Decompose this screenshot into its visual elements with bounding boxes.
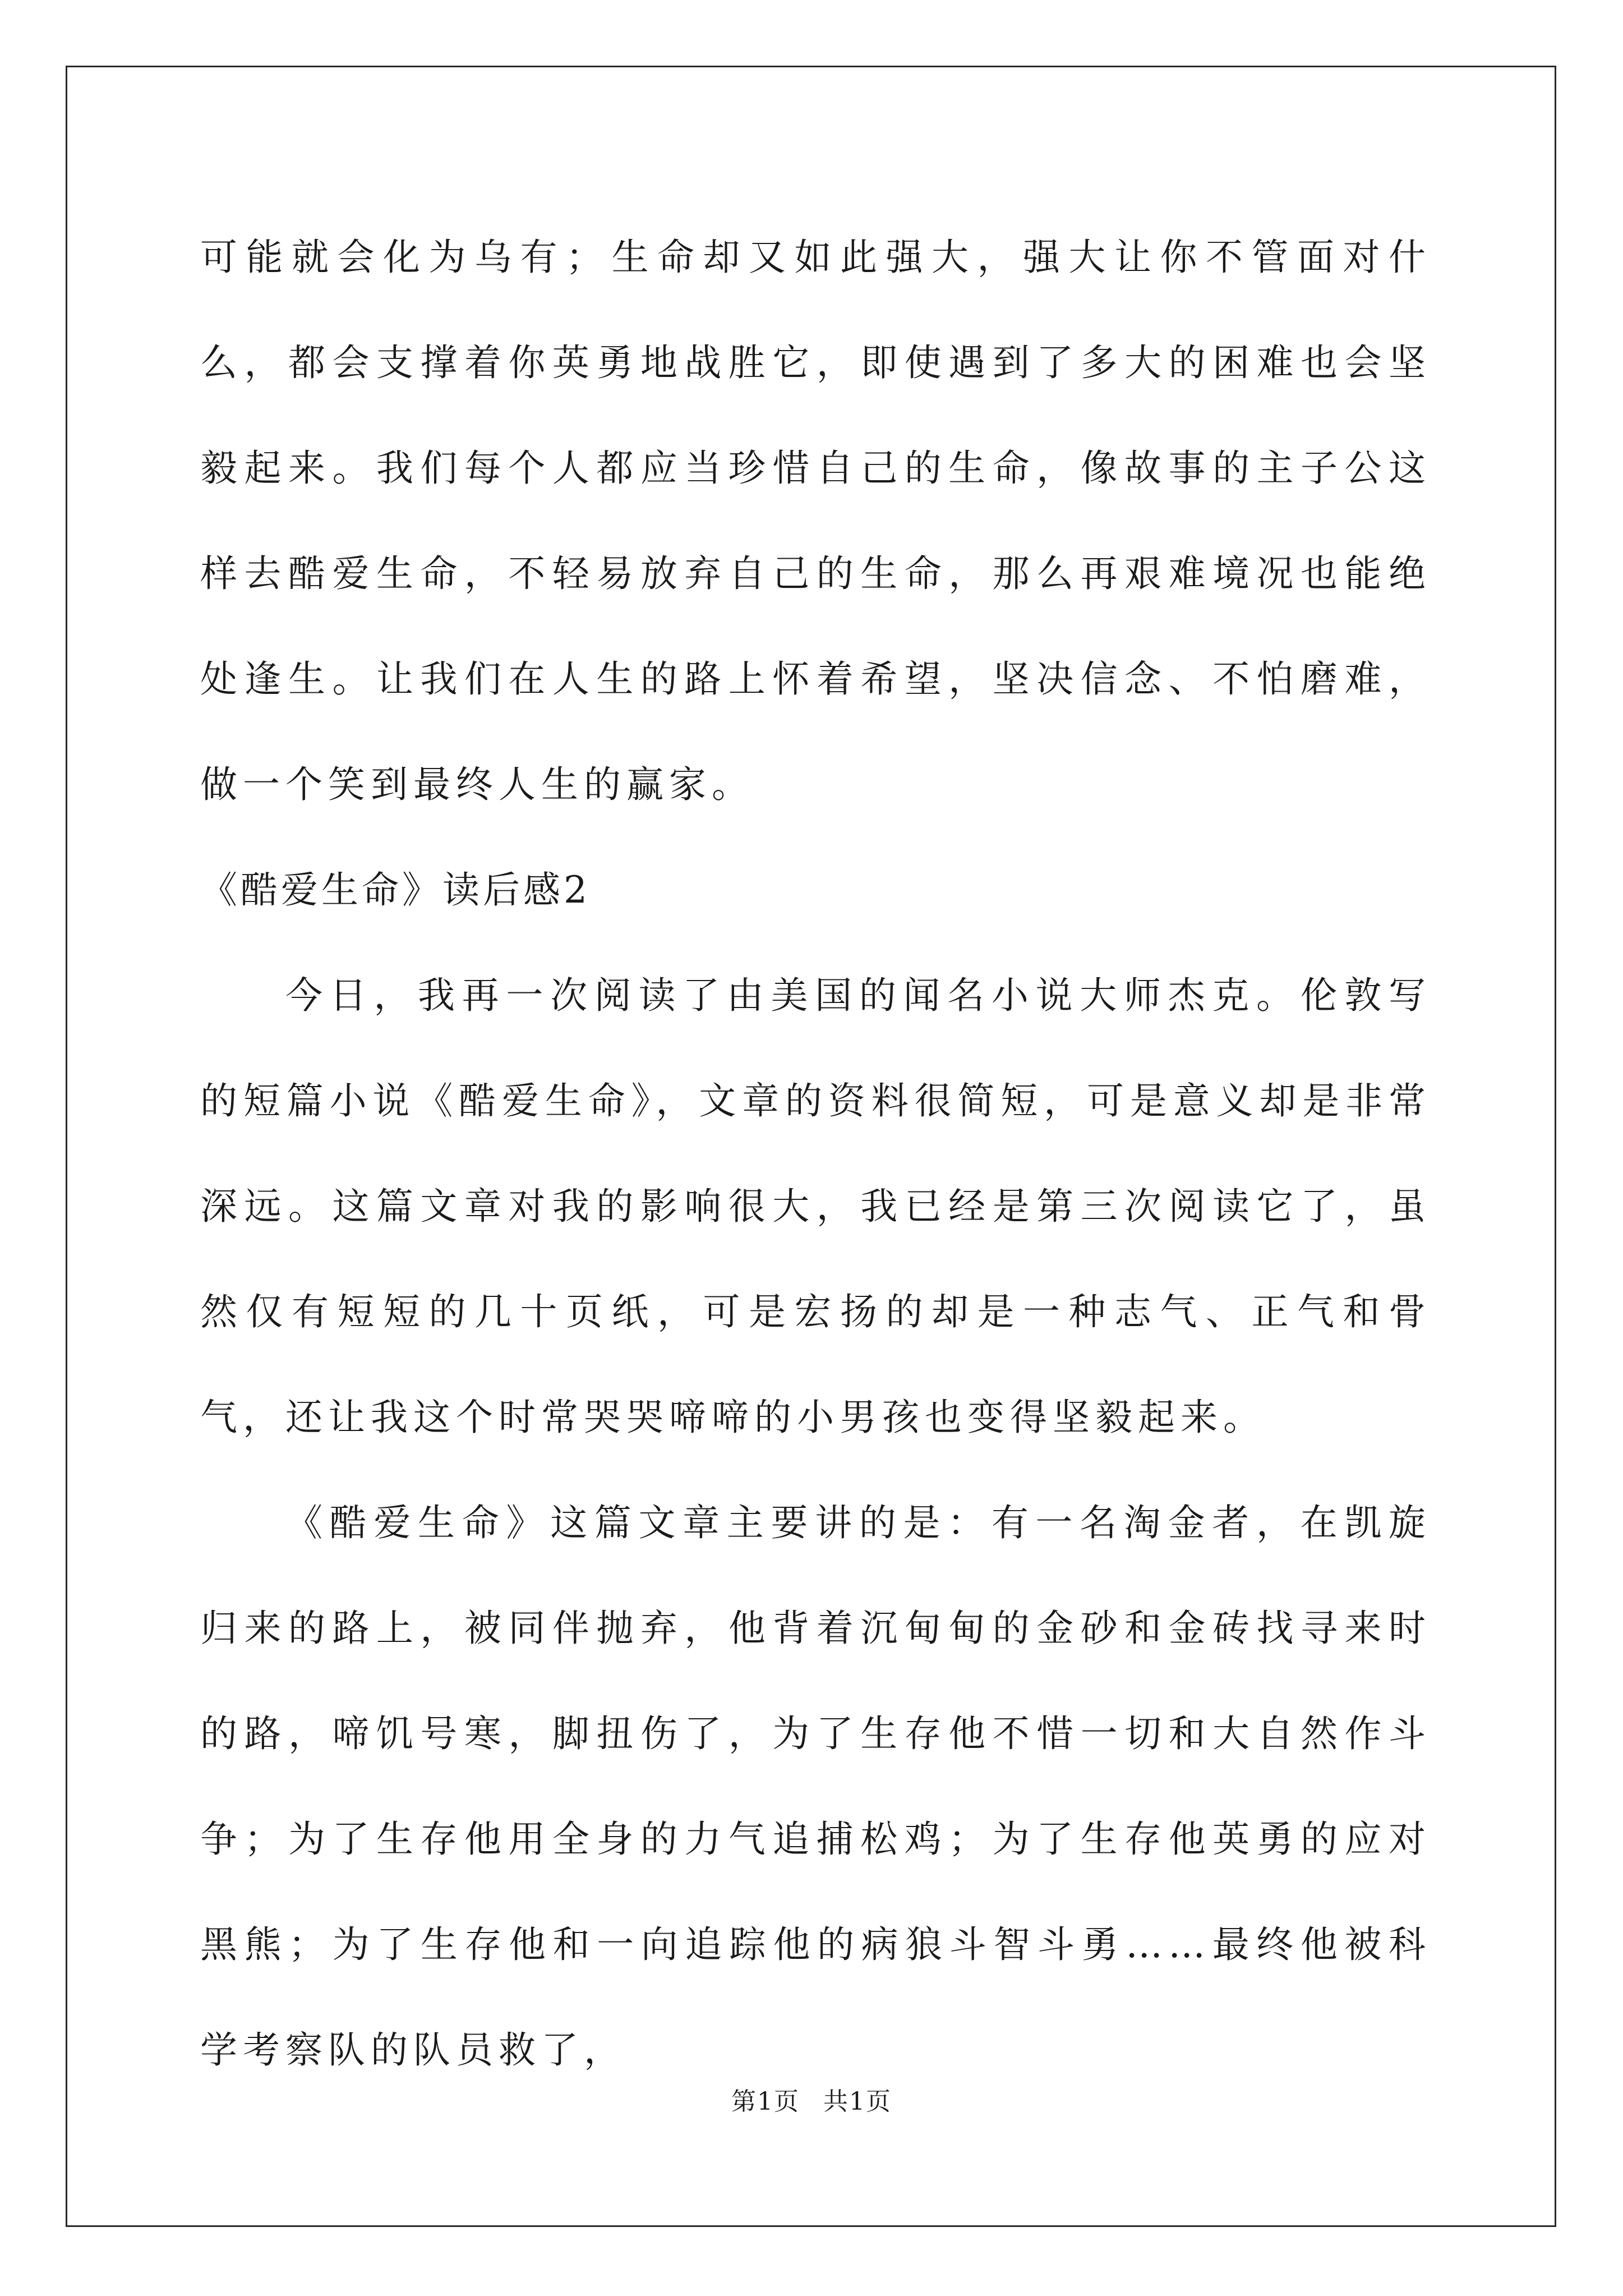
page-total: 共1页	[823, 2087, 892, 2116]
page-footer	[0, 2081, 1623, 2117]
paragraph-intro: 今日，我再一次阅读了由美国的闻名小说大师杰克。伦敦写的短篇小说《酷爱生命》，文章的资料很简短，可是意义却是非常深远。这篇文章对我的影响很大，我已经是第三次阅读它了，虽然仅有短短的几十页纸，可是宏扬的却是一种志气、正气和骨气，还让我这个时常哭哭啼啼的小男孩也变得坚毅起来。	[200, 974, 1431, 1439]
paragraph-summary: 《酷爱生命》这篇文章主要讲的是：有一名淘金者，在凯旋归来的路上，被同伴抛弃，他背着沉甸甸的金砂和金砖找寻来时的路，啼饥号寒，脚扭伤了，为了生存他不惜一切和大自然作斗争；为了生存他用全身的力气追捕松鸡；为了生存他英勇的应对黑熊；为了生存他和一向追踪他的病狼斗智斗勇……最终他被科学考察队的队员救了，	[200, 1501, 1431, 2072]
section-heading: 《酷爱生命》读后感2	[200, 868, 591, 912]
page-number: 第1页	[731, 2087, 800, 2116]
paragraph-continued: 可能就会化为乌有；生命却又如此强大，强大让你不管面对什么，都会支撑着你英勇地战胜它，即使遇到了多大的困难也会坚毅起来。我们每个人都应当珍惜自己的生命，像故事的主子公这样去酷爱生命，不轻易放弃自己的生命，那么再艰难境况也能绝处逢生。让我们在人生的路上怀着希望，坚决信念、不怕磨难，做一个笑到最终人生的赢家。	[200, 236, 1431, 806]
document-body	[200, 205, 1431, 2103]
